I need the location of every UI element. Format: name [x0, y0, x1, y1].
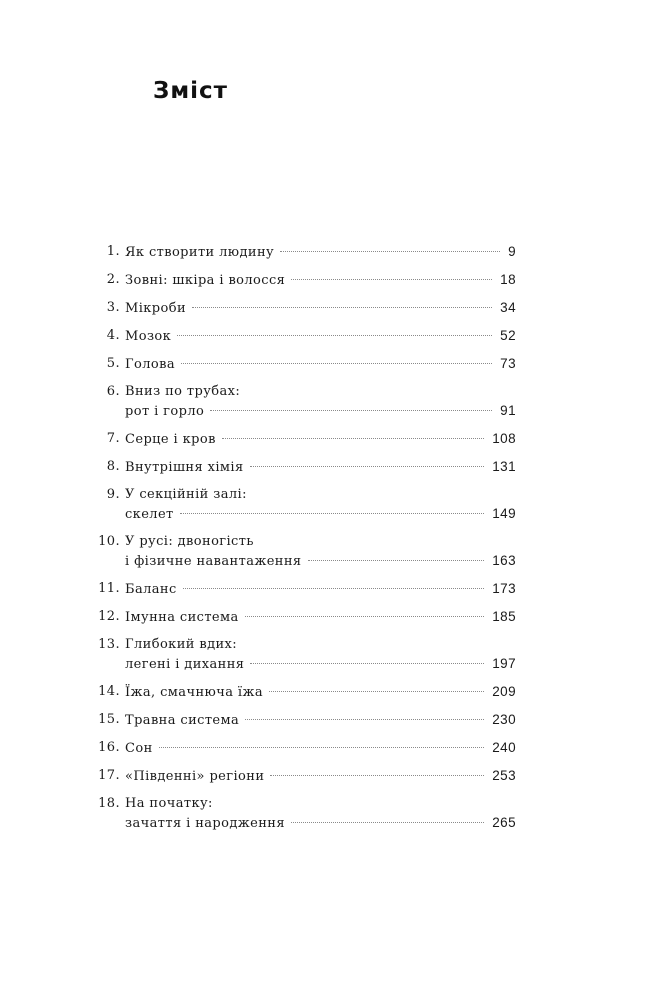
toc-entry-page-number: 52 — [500, 328, 516, 343]
dot-leader — [181, 363, 492, 364]
toc-entry-body — [120, 485, 516, 524]
toc-entry-page-number: 131 — [492, 459, 516, 474]
toc-entry-title-line: На початку: — [125, 796, 213, 811]
dot-leader — [291, 279, 492, 280]
toc-entry-number: 18. — [98, 796, 120, 811]
toc-entry-number: 15. — [98, 712, 120, 727]
toc-entry-number: 8. — [106, 459, 120, 474]
dot-leader — [280, 251, 500, 252]
toc-entry-number: 4. — [106, 328, 120, 343]
dot-leader — [269, 691, 484, 692]
dot-leader — [250, 466, 485, 467]
toc-entry-page-number: 18 — [500, 272, 516, 287]
toc-entry-page-number: 173 — [492, 581, 516, 596]
toc-entry-number: 12. — [98, 609, 120, 624]
toc-entry-title-row — [125, 457, 516, 477]
toc-entry — [91, 794, 516, 833]
toc-entry-number: 2. — [106, 272, 120, 287]
toc-entry-number: 5. — [106, 356, 120, 371]
toc-entry-title-line: Внутрішня хімія — [125, 460, 244, 475]
toc-entry-number: 14. — [98, 684, 120, 699]
toc-entry-title-line: Вниз по трубах: — [125, 384, 241, 399]
toc-entry — [91, 710, 516, 730]
toc-entry-body — [120, 710, 516, 730]
toc-entry-body — [120, 382, 516, 421]
toc-entry-title-row — [125, 607, 516, 627]
toc-entry-title-row — [125, 579, 516, 599]
toc-entry-title-row — [125, 813, 516, 833]
dot-leader — [245, 719, 484, 720]
toc-entry-title-line: «Південні» регіони — [125, 769, 265, 784]
page-title: Зміст — [153, 78, 228, 104]
toc-entry-body — [120, 738, 516, 758]
dot-leader — [250, 663, 484, 664]
toc-entry-number: 16. — [98, 740, 120, 755]
toc-entry — [91, 326, 516, 346]
toc-entry-title-line: Як створити людину — [125, 245, 275, 260]
toc-entry-title-row — [125, 710, 516, 730]
toc-entry-title-row — [125, 504, 516, 524]
toc-entry — [91, 429, 516, 449]
toc-entry-page-number: 34 — [500, 300, 516, 315]
toc-entry-title-row — [125, 242, 516, 262]
toc-entry-page-number: 209 — [492, 684, 516, 699]
toc-entry-title-line: зачаття і народження — [125, 816, 285, 831]
toc-entry-body — [120, 682, 516, 702]
toc-entry — [91, 485, 516, 524]
toc-entry-title-line: Мікроби — [125, 301, 187, 316]
toc-entry-number: 9. — [106, 487, 120, 502]
toc-entry-body — [120, 532, 516, 571]
toc-entry — [91, 532, 516, 571]
toc-entry-title-row — [125, 326, 516, 346]
toc-entry — [91, 242, 516, 262]
toc-entry-title-row — [125, 298, 516, 318]
toc-entry-title-line: легені і дихання — [125, 657, 245, 672]
toc-entry-body — [120, 457, 516, 477]
dot-leader — [245, 616, 485, 617]
toc-entry-title-row — [125, 429, 516, 449]
toc-entry-page-number: 73 — [500, 356, 516, 371]
toc-entry-page-number: 108 — [492, 431, 516, 446]
toc-entry-page-number: 149 — [492, 506, 516, 521]
toc-entry-number: 3. — [106, 300, 120, 315]
toc-entry-title-line: Зовні: шкіра і волосся — [125, 273, 286, 288]
toc-entry-number: 17. — [98, 768, 120, 783]
toc-entry-title-line: Глибокий вдих: — [125, 637, 238, 652]
table-of-contents — [91, 242, 516, 841]
dot-leader — [183, 588, 485, 589]
toc-entry — [91, 635, 516, 674]
toc-entry-title-line: Серце і кров — [125, 432, 216, 447]
toc-entry-number: 11. — [98, 581, 120, 596]
dot-leader — [159, 747, 485, 748]
toc-entry-title-line: і фізичне навантаження — [125, 554, 302, 569]
toc-entry-body — [120, 270, 516, 290]
toc-entry — [91, 607, 516, 627]
toc-entry-body — [120, 607, 516, 627]
toc-entry — [91, 270, 516, 290]
toc-entry-body — [120, 298, 516, 318]
dot-leader — [177, 335, 492, 336]
toc-entry-title-row — [125, 738, 516, 758]
toc-entry-page-number: 197 — [492, 656, 516, 671]
toc-entry — [91, 766, 516, 786]
dot-leader — [270, 775, 484, 776]
toc-entry-number: 7. — [106, 431, 120, 446]
toc-entry-number: 10. — [98, 534, 120, 549]
toc-entry — [91, 382, 516, 421]
toc-entry-title-row — [125, 682, 516, 702]
toc-entry-body — [120, 579, 516, 599]
toc-entry-number: 6. — [106, 384, 120, 399]
toc-entry-page-number: 253 — [492, 768, 516, 783]
toc-entry — [91, 738, 516, 758]
dot-leader — [222, 438, 484, 439]
toc-entry-title-line: У русі: двоногість — [125, 534, 254, 549]
toc-entry-title-line: скелет — [125, 507, 174, 522]
toc-entry-number: 1. — [106, 244, 120, 259]
toc-entry-body — [120, 766, 516, 786]
toc-entry-title-line: рот і горло — [125, 404, 205, 419]
toc-entry-title-line: Мозок — [125, 329, 172, 344]
toc-entry — [91, 457, 516, 477]
toc-entry-page-number: 91 — [500, 403, 516, 418]
toc-entry — [91, 354, 516, 374]
toc-entry — [91, 298, 516, 318]
toc-entry-body — [120, 242, 516, 262]
toc-entry-title-row — [125, 270, 516, 290]
toc-entry-title-row — [125, 401, 516, 421]
toc-entry-title-row — [125, 551, 516, 571]
toc-entry-page-number: 185 — [492, 609, 516, 624]
toc-entry — [91, 682, 516, 702]
toc-entry-body — [120, 429, 516, 449]
toc-entry-body — [120, 354, 516, 374]
toc-entry-page-number: 9 — [508, 244, 516, 259]
toc-entry-title-row — [125, 354, 516, 374]
dot-leader — [180, 513, 485, 514]
toc-entry-title-row — [125, 654, 516, 674]
dot-leader — [210, 410, 492, 411]
toc-entry-body — [120, 635, 516, 674]
toc-entry-body — [120, 326, 516, 346]
toc-entry-title-line: Баланс — [125, 582, 177, 597]
toc-entry-title-line: Їжа, смачнюча їжа — [125, 685, 263, 700]
toc-entry-page-number: 265 — [492, 815, 516, 830]
toc-entry-page-number: 230 — [492, 712, 516, 727]
toc-entry — [91, 579, 516, 599]
toc-entry-page-number: 163 — [492, 553, 516, 568]
toc-entry-body — [120, 794, 516, 833]
toc-entry-title-line: Сон — [125, 741, 153, 756]
toc-entry-title-line: Голова — [125, 357, 175, 372]
toc-entry-title-line: Імунна система — [125, 610, 239, 625]
toc-entry-title-line: У секційній залі: — [125, 487, 247, 502]
toc-entry-title-row — [125, 766, 516, 786]
toc-entry-title-line: Травна система — [125, 713, 240, 728]
toc-entry-page-number: 240 — [492, 740, 516, 755]
dot-leader — [308, 560, 485, 561]
toc-entry-number: 13. — [98, 637, 120, 652]
dot-leader — [192, 307, 492, 308]
dot-leader — [291, 822, 484, 823]
